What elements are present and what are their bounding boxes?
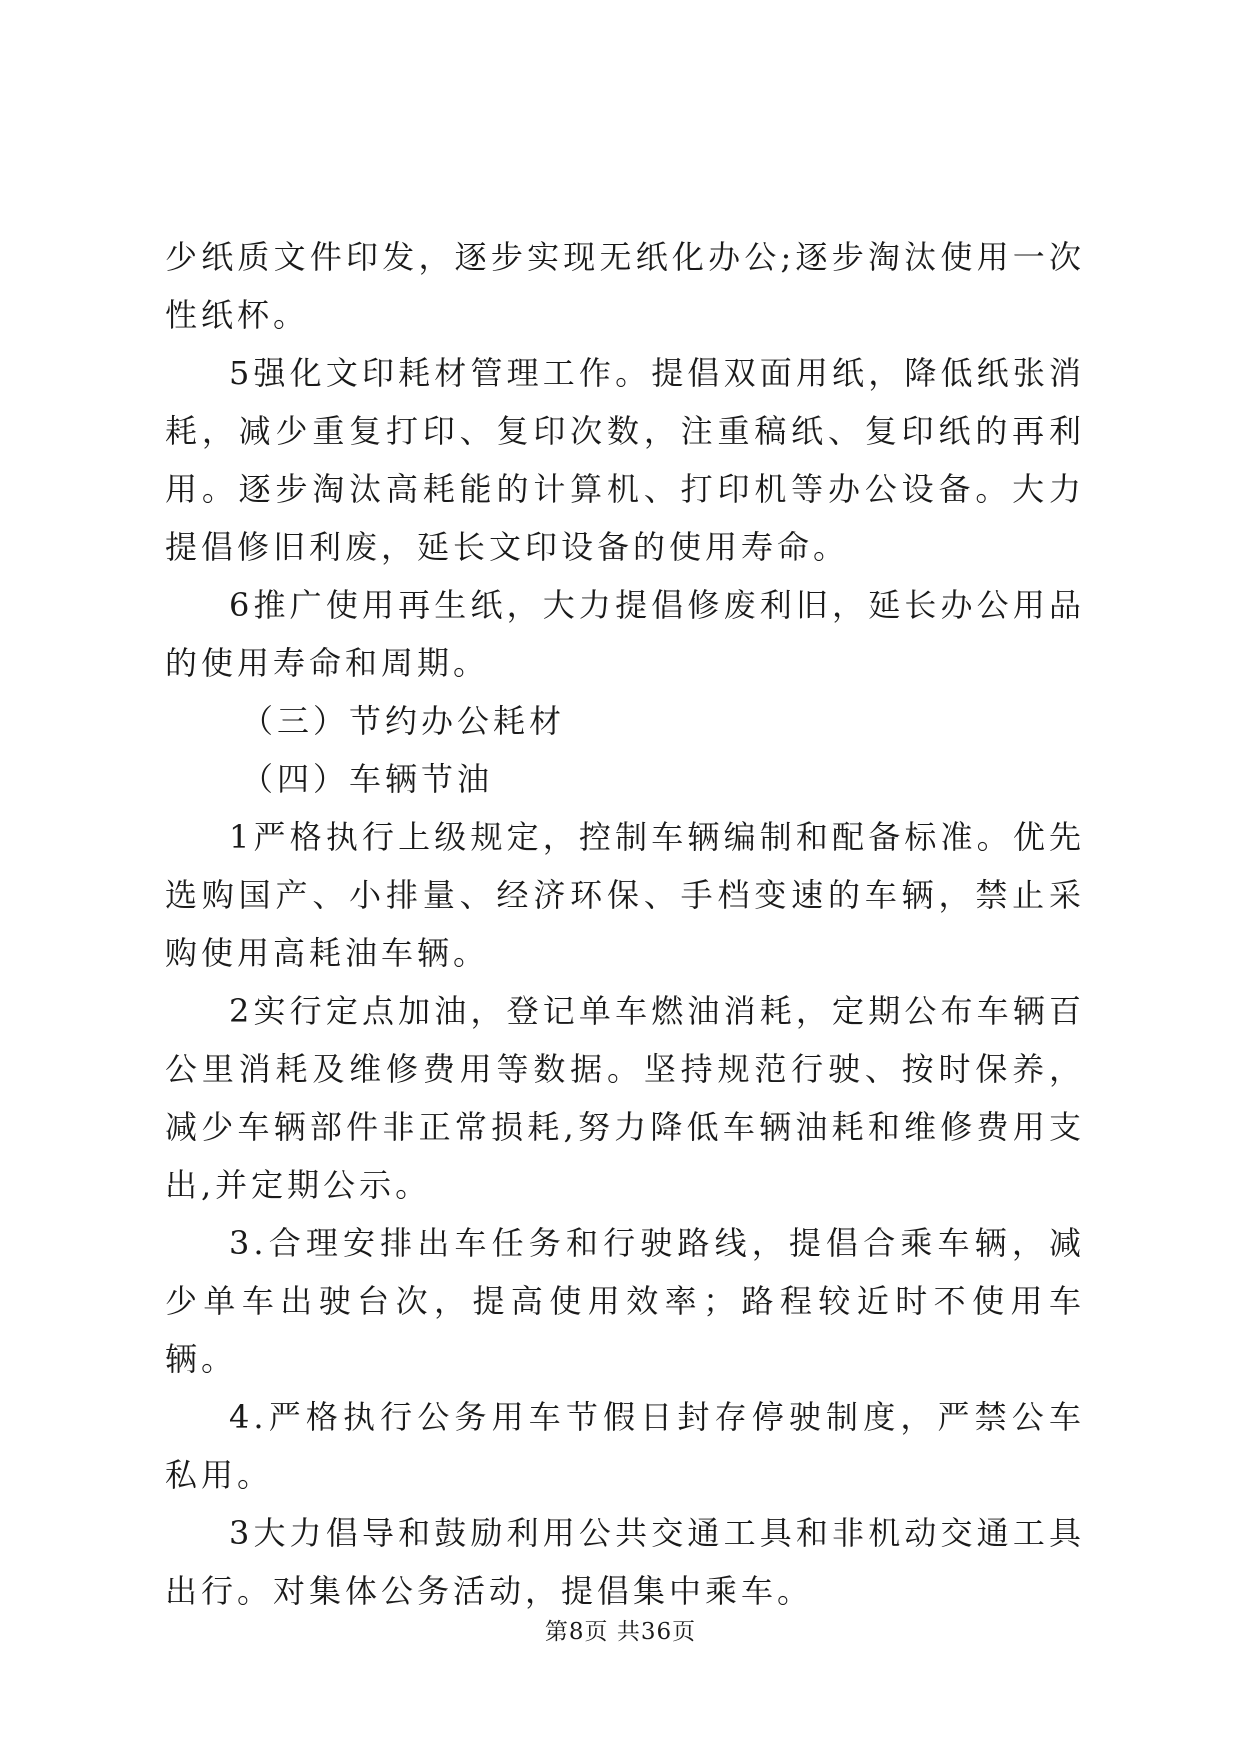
section-heading-3: （三）节约办公耗材 [241,702,566,740]
section-heading-4: （四）车辆节油 [241,760,494,798]
paragraph-item-3b: 3大力倡导和鼓励利用公共交通工具和非机动交通工具出行。对集体公务活动，提倡集中乘车。 [165,1514,1085,1610]
paragraph-item-3: 3.合理安排出车任务和行驶路线，提倡合乘车辆，减少单车出驶台次，提高使用效率；路程较近时不使用车辆。 [165,1224,1085,1378]
paragraph-item-4: 4.严格执行公务用车节假日封存停驶制度，严禁公车私用。 [165,1398,1085,1494]
paragraph-item-1: 1严格执行上级规定，控制车辆编制和配备标准。优先选购国产、小排量、经济环保、手档变速的车辆，禁止采购使用高耗油车辆。 [165,818,1085,972]
paragraph-item-2: 2实行定点加油，登记单车燃油消耗，定期公布车辆百公里消耗及维修费用等数据。坚持规范行驶、按时保养，减少车辆部件非正常损耗,努力降低车辆油耗和维修费用支出,并定期公示。 [165,992,1085,1204]
paragraph-item-6: 6推广使用再生纸，大力提倡修废利旧，延长办公用品的使用寿命和周期。 [165,586,1085,682]
document-body [165,228,1085,1620]
paragraph-continuation: 少纸质文件印发，逐步实现无纸化办公;逐步淘汰使用一次性纸杯。 [165,238,1085,334]
paragraph-item-5: 5强化文印耗材管理工作。提倡双面用纸，降低纸张消耗，减少重复打印、复印次数，注重稿纸、复印纸的再利用。逐步淘汰高耗能的计算机、打印机等办公设备。大力提倡修旧利废，延长文印设备的使用寿命。 [165,354,1085,566]
page-number-footer: 第8页 共36页 [544,1619,697,1645]
